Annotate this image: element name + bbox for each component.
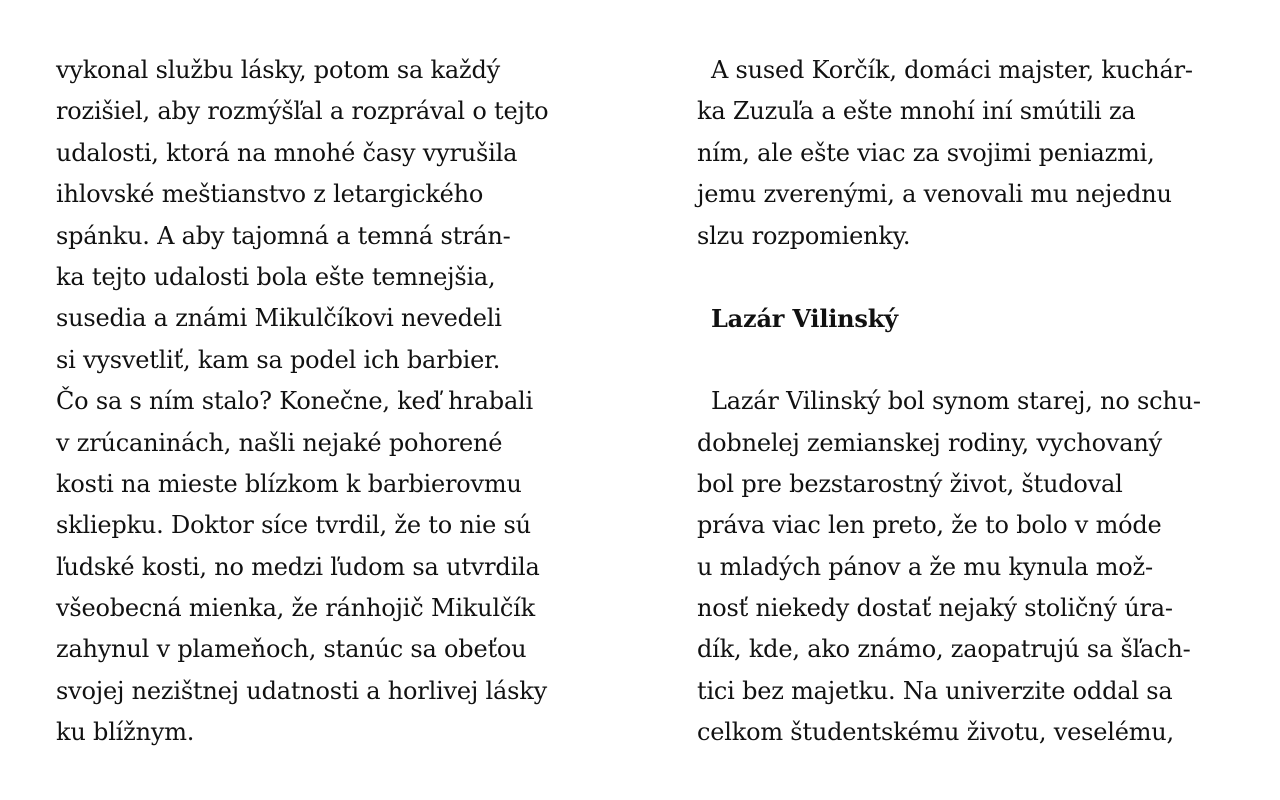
text-line: dík, kde, ako známo, zaopatrujú sa šľach-: [697, 635, 1191, 664]
right-page-paragraph-1: [697, 50, 1237, 257]
text-line: kosti na mieste blízkom k barbierovmu: [56, 469, 522, 498]
text-line: rozišiel, aby rozmýšľal a rozprával o tejto: [56, 97, 549, 126]
left-page: [56, 50, 596, 754]
text-line: nosť niekedy dostať nejaký stoličný úra-: [697, 594, 1173, 623]
text-line: A sused Korčík, domáci majster, kuchár-: [711, 56, 1193, 84]
text-line: svojej nezištnej udatnosti a horlivej lásky: [56, 676, 547, 705]
right-page: [697, 50, 1237, 754]
text-line: si vysvetliť, kam sa podel ich barbier.: [56, 345, 501, 374]
text-line: dobnelej zemianskej rodiny, vychovaný: [697, 428, 1162, 457]
text-line: Lazár Vilinský bol synom starej, no schu-: [711, 387, 1201, 416]
right-page-paragraph-2: [697, 381, 1237, 754]
text-line: ním, ale ešte viac za svojimi peniazmi,: [697, 138, 1155, 167]
text-line: bol pre bezstarostný život, študoval: [697, 469, 1123, 498]
text-line: práva viac len preto, že to bolo v móde: [697, 511, 1162, 540]
text-line: zahynul v plameňoch, stanúc sa obeťou: [56, 635, 527, 664]
text-line: ľudské kosti, no medzi ľudom sa utvrdila: [56, 552, 540, 581]
paragraph-spacer: [697, 257, 1237, 298]
text-line: ka Zuzuľa a ešte mnohí iní smútili za: [697, 97, 1136, 126]
text-line: slzu rozpomienky.: [697, 221, 911, 250]
text-line: v zrúcaninách, našli nejaké pohorené: [56, 428, 503, 457]
text-line: udalosti, ktorá na mnohé časy vyrušila: [56, 138, 518, 167]
section-heading: Lazár Vilinský: [711, 304, 898, 334]
paragraph-spacer: [697, 340, 1237, 381]
text-line: ihlovské meštianstvo z letargického: [56, 180, 484, 209]
left-page-paragraph: [56, 50, 596, 754]
text-line: tici bez majetku. Na univerzite oddal sa: [697, 676, 1173, 705]
text-line: skliepku. Doktor síce tvrdil, že to nie sú: [56, 511, 531, 540]
text-line: spánku. A aby tajomná a temná strán-: [56, 221, 511, 250]
text-line: jemu zverenými, a venovali mu nejednu: [697, 180, 1172, 209]
text-line: všeobecná mienka, že ránhojič Mikulčík: [56, 594, 535, 623]
text-line: u mladých pánov a že mu kynula mož-: [697, 552, 1153, 581]
text-line: vykonal službu lásky, potom sa každý: [56, 56, 500, 84]
text-line: susedia a známi Mikulčíkovi nevedeli: [56, 304, 502, 333]
text-line: Čo sa s ním stalo? Konečne, keď hrabali: [56, 387, 534, 416]
text-line: celkom študentskému životu, veselému,: [697, 718, 1174, 747]
text-line: ku blížnym.: [56, 718, 195, 747]
text-line: ka tejto udalosti bola ešte temnejšia,: [56, 262, 496, 291]
